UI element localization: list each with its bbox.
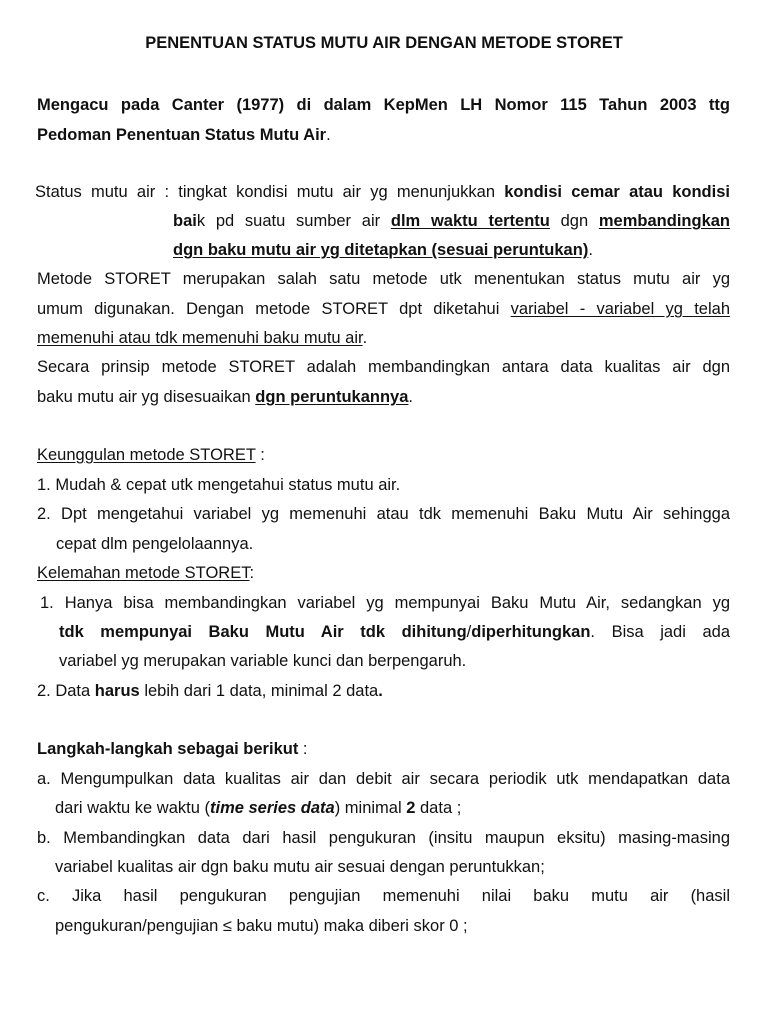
kelemahan-heading-text: Kelemahan metode STORET: [37, 564, 250, 582]
langkah-text-a2e: data ;: [415, 799, 462, 817]
kelemahan-text-1b1: tdk mempunyai Baku Mutu Air tdk dihitung: [59, 623, 467, 641]
langkah-heading: [37, 739, 730, 759]
langkah-heading-text: Langkah-langkah sebagai berikut: [37, 740, 299, 758]
metode-text-3b: .: [362, 329, 368, 347]
metode-text-2a: umum digunakan. Dengan metode STORET dpt diketahui: [37, 300, 511, 318]
kelemahan-heading: [37, 563, 730, 583]
kelemahan-item-2: [37, 681, 730, 701]
definition-text-b3: dlm waktu tertentu: [390, 212, 550, 230]
kelemahan-text-2b: harus: [94, 682, 140, 700]
kelemahan-text-1b2: /: [466, 623, 472, 641]
kelemahan-item-1-line-3: variabel yg merupakan variable kunci dan berpengaruh.: [59, 652, 467, 670]
definition-text-b2: k pd suatu sumber air: [196, 212, 391, 230]
langkah-text-a2a: dari waktu ke waktu (: [55, 799, 210, 817]
definition-text-b5: membandingkan: [598, 212, 730, 230]
metode-line-1: Metode STORET merupakan salah satu metode utk menentukan status mutu air yg: [37, 270, 730, 288]
keunggulan-heading: [37, 445, 730, 465]
kelemahan-heading-colon: :: [249, 564, 255, 582]
langkah-heading-colon: :: [298, 740, 308, 758]
langkah-c-line-2: pengukuran/pengujian ≤ baku mutu) maka diberi skor 0 ;: [55, 917, 468, 935]
langkah-text-a2c: ) minimal: [334, 799, 407, 817]
intro-text-1: Mengacu pada Canter (1977) di dalam KepMen LH Nomor 115 Tahun 2003 ttg: [37, 96, 730, 114]
definition-text-c2: .: [588, 241, 593, 259]
metode-line-2: [37, 299, 730, 319]
definition-line-1: [35, 182, 730, 202]
keunggulan-item-1: 1. Mudah & cepat utk mengetahui status mutu air.: [37, 476, 401, 494]
definition-text-a2: kondisi cemar atau kondisi: [504, 183, 730, 201]
definition-line-3: [173, 240, 730, 260]
keunggulan-item-2-line-2: cepat dlm pengelolaannya.: [56, 535, 254, 553]
intro-period: .: [326, 126, 331, 144]
kelemahan-item-1-line-2: [59, 622, 730, 642]
kelemahan-text-2a: 2. Data: [37, 682, 95, 700]
keunggulan-heading-text: Keunggulan metode STORET: [37, 446, 256, 464]
definition-line-2: [173, 211, 730, 231]
page-title: PENENTUAN STATUS MUTU AIR DENGAN METODE STORET: [145, 34, 623, 52]
kelemahan-text-1b3: diperhitungkan: [471, 623, 591, 641]
langkah-a-line-1: a. Mengumpulkan data kualitas air dan debit air secara periodik utk mendapatkan data: [37, 770, 730, 788]
prinsip-text-2c: .: [408, 388, 413, 406]
definition-text-b4: dgn: [549, 212, 599, 230]
metode-text-3a: memenuhi atau tdk memenuhi baku mutu air: [37, 329, 363, 347]
intro-line-1: [37, 95, 730, 115]
langkah-b-line-1: b. Membandingkan data dari hasil pengukuran (insitu maupun eksitu) masing-masing: [37, 829, 730, 847]
prinsip-text-2a: baku mutu air yg disesuaikan: [37, 388, 256, 406]
kelemahan-text-1b4: . Bisa jadi ada: [590, 623, 730, 641]
metode-text-2b: variabel - variabel yg telah: [510, 300, 730, 318]
prinsip-line-2: [37, 387, 730, 407]
keunggulan-item-2-line-1: 2. Dpt mengetahui variabel yg memenuhi atau tdk memenuhi Baku Mutu Air sehingga: [37, 505, 730, 523]
langkah-text-a2b: time series data: [209, 799, 335, 817]
kelemahan-item-1-line-1: 1. Hanya bisa membandingkan variabel yg mempunyai Baku Mutu Air, sedangkan yg: [40, 594, 730, 612]
langkah-text-a2d: 2: [406, 799, 416, 817]
keunggulan-heading-colon: :: [255, 446, 265, 464]
langkah-b-line-2: variabel kualitas air dgn baku mutu air sesuai dengan peruntukkan;: [55, 858, 545, 876]
prinsip-line-1: Secara prinsip metode STORET adalah membandingkan antara data kualitas air dgn: [37, 358, 730, 376]
definition-text-a1: Status mutu air : tingkat kondisi mutu air yg menunjukkan: [35, 183, 505, 201]
intro-line-2: [37, 125, 730, 145]
definition-text-b1: bai: [173, 212, 197, 230]
metode-line-3: [37, 328, 730, 348]
langkah-c-line-1: c. Jika hasil pengukuran pengujian memenuhi nilai baku mutu air (hasil: [37, 887, 730, 905]
kelemahan-text-2d: .: [378, 682, 383, 700]
prinsip-text-2b: dgn peruntukannya: [255, 388, 409, 406]
kelemahan-text-2c: lebih dari 1 data, minimal 2 data: [139, 682, 379, 700]
langkah-a-line-2: [55, 798, 748, 818]
intro-text-2: Pedoman Penentuan Status Mutu Air: [37, 126, 327, 144]
definition-text-c1: dgn baku mutu air yg ditetapkan (sesuai peruntukan): [173, 241, 589, 259]
